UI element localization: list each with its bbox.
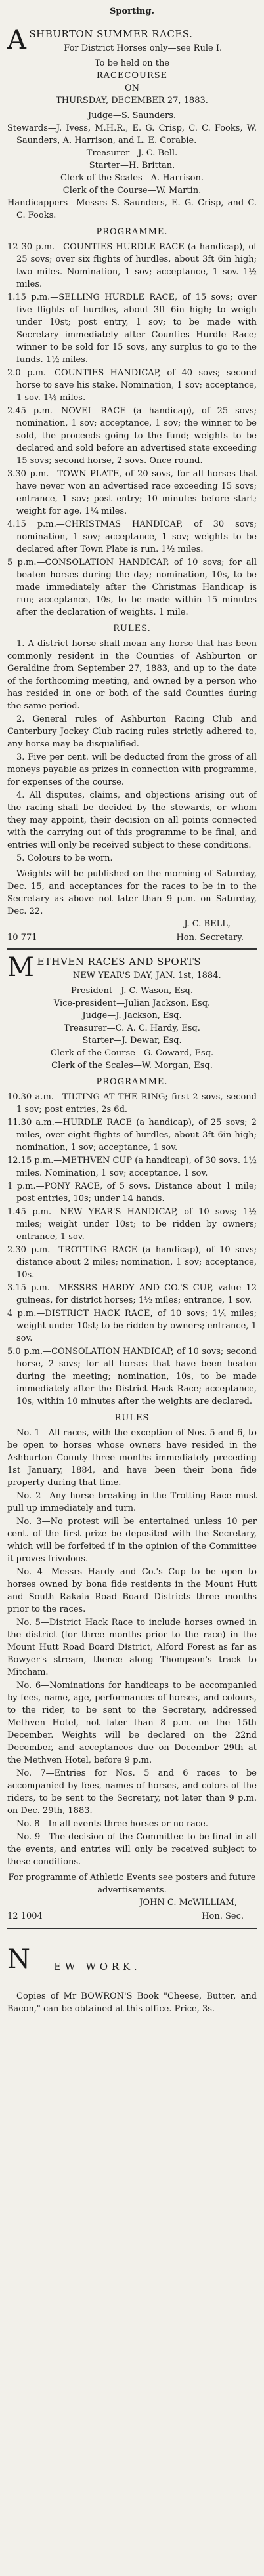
official-line: Stewards—J. Ivess, M.H.R., E. G. Crisp, C. C. Fooks, W. Saunders, A. Harrison, and L. E. Corabie. xyxy=(7,123,257,146)
intro-line: THURSDAY, DECEMBER 27, 1883. xyxy=(56,96,208,106)
rule-item: No. 9—The decision of the Committee to be final in all the events, and entries will only be received subject to these conditions. xyxy=(7,1832,257,1867)
rule-item: No. 4—Messrs Hardy and Co.'s Cup to be open to horses owned by bona fide residents in the Mount Hutt and South Rakaia Road Board Districts three months prior to the races. xyxy=(7,1567,257,1614)
reference-number: 10 771 xyxy=(7,933,37,943)
title-text: ETHVEN RACES AND SPORTS xyxy=(37,956,202,968)
rule-item: 3. Five per cent. will be deducted from the gross of all moneys payable as prizes in connection with programme, for expenses of the course. xyxy=(7,752,257,787)
programme-item: 11.30 a.m.—HURDLE RACE (a handicap), of 25 sovs; 2 miles, over eight flights of hurdles, about 3ft 6in high; nomination, 1 sov; acceptance, 1 sov. xyxy=(7,1118,257,1153)
official-line: Starter—J. Dewar, Esq. xyxy=(82,1036,182,1046)
signatory-role: Hon. Sec. xyxy=(202,1912,244,1921)
weights-note: Weights will be published on the morning of Saturday, Dec. 15, and acceptances for the races to be in to the Secretary as above not later than 9 p.m. on Saturday, Dec. 22. xyxy=(7,869,257,916)
programme-heading: PROGRAMME. xyxy=(96,1077,168,1087)
programme-item: 2.0 p.m.—COUNTIES HANDICAP, of 40 sovs; second horse to save his stake. Nomination, 1 sov; acceptance, 1 sov. 1½ miles. xyxy=(7,368,257,403)
programme-item: 5 p.m.—CONSOLATION HANDICAP, of 10 sovs; for all beaten horses during the day; nomination, 10s, to be made immediately after the Christmas Handicap is run; acceptance, 10s, to be made within 15 minutes after the declaration of weights. 1 mile. xyxy=(7,558,257,617)
official-line: Clerk of the Course—G. Coward, Esq. xyxy=(50,1048,214,1058)
divider xyxy=(7,948,257,950)
official-line: Starter—H. Brittan. xyxy=(89,161,175,171)
rule-item: No. 7—Entries for Nos. 5 and 6 races to be accompanied by fees, names of horses, and colors of the riders, to be sent to the Secretary, not later than 9 p.m. on Dec. 29th, 1883. xyxy=(7,1768,257,1816)
programme-item: 2.45 p.m.—NOVEL RACE (a handicap), of 25 sovs; nomination, 1 sov; acceptance, 1 sov; the winner to be sold, the proceeds going to the fund; weights to be declared and sold before an advertised state exceeding 15 sovs; second horse, 2 sovs. Once round. xyxy=(7,406,257,466)
advert-subtitle: For District Horses only—see Rule I. xyxy=(64,43,223,53)
programme-heading: PROGRAMME. xyxy=(96,227,168,237)
rule-item: No. 2—Any horse breaking in the Trotting Race must pull up immediately and turn. xyxy=(7,1491,257,1513)
official-line: President—J. C. Wason, Esq. xyxy=(70,986,194,996)
programme-item: 1 p.m.—PONY RACE, of 5 sovs. Distance about 1 mile; post entries, 10s; under 14 hands. xyxy=(7,1181,257,1204)
rule-item: 4. All disputes, claims, and objections arising out of the racing shall be decided by the stewards, or whom they may appoint, their decision on all points connected with the carrying out of this programme to be final, and entries will only be received subject to these conditions. xyxy=(7,790,257,850)
signatory: J. C. BELL, xyxy=(184,919,231,929)
programme-item: 12 30 p.m.—COUNTIES HURDLE RACE (a handicap), of 25 sovs; over six flights of hurdles, about 3ft 6in high; two miles. Nomination, 1 sov; acceptance, 1 sov. 1½ miles. xyxy=(7,242,257,289)
official-line: Treasurer—C. A. C. Hardy, Esq. xyxy=(64,1023,200,1033)
signature-row xyxy=(7,931,257,944)
programme-item: 4 p.m.—DISTRICT HACK RACE, of 10 sovs; 1¼ miles; weight under 10st; to be ridden by owners; entrance, 1 sov. xyxy=(7,1309,257,1343)
intro-line: RACECOURSE xyxy=(96,71,168,81)
official-line: Treasurer—J. C. Bell. xyxy=(86,148,178,158)
official-line: Vice-president—Julian Jackson, Esq. xyxy=(53,998,211,1008)
newspaper-column xyxy=(7,0,257,2022)
rules-heading: RULES xyxy=(114,1413,150,1423)
intro-line: To be held on the xyxy=(94,58,170,68)
programme-item: 1.45 p.m.—NEW YEAR'S HANDICAP, of 10 sovs; 1½ miles; weight under 10st; to be ridden by owners; entrance, 1 sov. xyxy=(7,1207,257,1242)
programme-item: 12.15 p.m.—METHVEN CUP (a handicap), of 30 sovs. 1½ miles. Nomination, 1 sov; acceptance, 1 sov. xyxy=(7,1156,257,1178)
title-text: E W W O R K . xyxy=(54,1961,138,1973)
programme-item: 3.15 p.m.—MESSRS HARDY AND CO.'S CUP, value 12 guineas, for district horses; 1½ miles; entrance, 1 sov. xyxy=(7,1283,257,1305)
rule-item: 1. A district horse shall mean any horse that has been commonly resident in the Counties of Ashburton or Geraldine from September 27, 1883, and up to the date of the forthcoming meeting, and owned by a person who has resided in one or both of the said Counties during the same period. xyxy=(7,639,257,711)
programme-item: 2.30 p.m.—TROTTING RACE (a handicap), of 10 sovs; distance about 2 miles; nomination, 1 sov; acceptance, 10s. xyxy=(7,1245,257,1280)
rule-item: No. 1—All races, with the exception of Nos. 5 and 6, to be open to horses whose owners have resided in the Ashburton County three months immediately preceding 1st January, 1884, and have been their bona fide property during that time. xyxy=(7,1428,257,1488)
intro-line: ON xyxy=(124,83,140,93)
rule-item: 5. Colours to be worn. xyxy=(16,853,113,863)
official-line: Clerk of the Course—W. Martin. xyxy=(62,186,202,195)
section-title: Sporting. xyxy=(109,7,154,16)
official-line: Handicappers—Messrs S. Saunders, E. G. Crisp, and C. C. Fooks. xyxy=(7,198,257,220)
official-line: Clerk of the Scales—A. Harrison. xyxy=(60,173,204,183)
ashburton-advert xyxy=(7,25,257,944)
advert-title xyxy=(7,1934,257,1986)
advert-subtitle: NEW YEAR'S DAY, JAN. 1st, 1884. xyxy=(72,971,221,981)
signature-row xyxy=(7,1910,257,1923)
programme-item: 10.30 a.m.—TILTING AT THE RING; first 2 sovs, second 1 sov; post entries, 2s 6d. xyxy=(7,1092,257,1114)
reference-number: 12 1004 xyxy=(7,1912,43,1921)
rule-item: No. 8—In all events three horses or no race. xyxy=(16,1819,208,1829)
divider xyxy=(7,1927,257,1929)
methven-advert xyxy=(7,952,257,1923)
rule-item: No. 5—District Hack Race to include horses owned in the district (for three months prior to the race) in the Mount Hutt Road Board District, Alford Forest as far as Bowyer's stream, thence along Thompson's track to Mitcham. xyxy=(7,1618,257,1677)
rules-heading: RULES. xyxy=(113,624,151,634)
dropcap: N xyxy=(7,1944,31,1974)
dropcap: M xyxy=(7,952,35,983)
advert-body: Copies of Mr BOWRON'S Book "Cheese, Butter, and Bacon," can be obtained at this office. Price, 3s. xyxy=(7,1992,257,2014)
athletic-note: For programme of Athletic Events see posters and future advertisements. xyxy=(8,1873,256,1895)
dropcap: A xyxy=(7,25,27,55)
programme-item: 1.15 p.m.—SELLING HURDLE RACE, of 15 sovs; over five flights of hurdles, about 3ft 6in high; to weigh under 10st; post entry, 1 sov; to be made with Secretary immediately after Counties Hurdle Race; winner to be sold for 15 sovs, any surplus to go to the funds. 1½ miles. xyxy=(7,293,257,365)
rule-item: 2. General rules of Ashburton Racing Club and Canterbury Jockey Club racing rules strictly adhered to, any horse may be disqualified. xyxy=(7,714,257,749)
programme-item: 3.30 p.m.—TOWN PLATE, of 20 sovs, for all horses that have never won an advertised race exceeding 15 sovs; entrance, 1 sov; post entry; 10 minutes before start; weight for age. 1¼ miles. xyxy=(7,469,257,516)
official-line: Judge—J. Jackson, Esq. xyxy=(82,1011,182,1021)
rule-item: No. 3—No protest will be entertained unless 10 per cent. of the first prize be deposited with the Secretary, which will be forfeited if in the opinion of the Committee it proves frivolous. xyxy=(7,1517,257,1564)
signatory-role: Hon. Secretary. xyxy=(176,933,244,943)
rule-item: No. 6—Nominations for handicaps to be accompanied by fees, name, age, performances of horses, and colours, to the rider, to be sent to the Secretary, addressed Methven Hotel, not later than 8 p.m. on the 15th December. Weights will be declared on the 22nd December, and acceptances due on December 29th at the Methven Hotel, before 9 p.m. xyxy=(7,1681,257,1765)
title-text: SHBURTON SUMMER RACES. xyxy=(29,28,193,40)
programme-item: 5.0 p.m.—CONSOLATION HANDICAP, of 10 sovs; second horse, 2 sovs; for all horses that have been beaten during the meeting; nomination, 10s, to be made immediately after the District Hack Race; acceptance, 10s, within 10 minutes after the weights are declared. xyxy=(7,1347,257,1406)
signatory: JOHN C. McWILLIAM, xyxy=(139,1898,237,1908)
official-line: Clerk of the Scales—W. Morgan, Esq. xyxy=(51,1061,213,1071)
programme-item: 4.15 p.m.—CHRISTMAS HANDICAP, of 30 sovs; nomination, 1 sov; acceptance, 1 sov; weights to be declared after Town Plate is run. 1½ miles. xyxy=(7,520,257,554)
official-line: Judge—S. Saunders. xyxy=(87,111,177,121)
new-work-advert xyxy=(7,1934,257,2015)
